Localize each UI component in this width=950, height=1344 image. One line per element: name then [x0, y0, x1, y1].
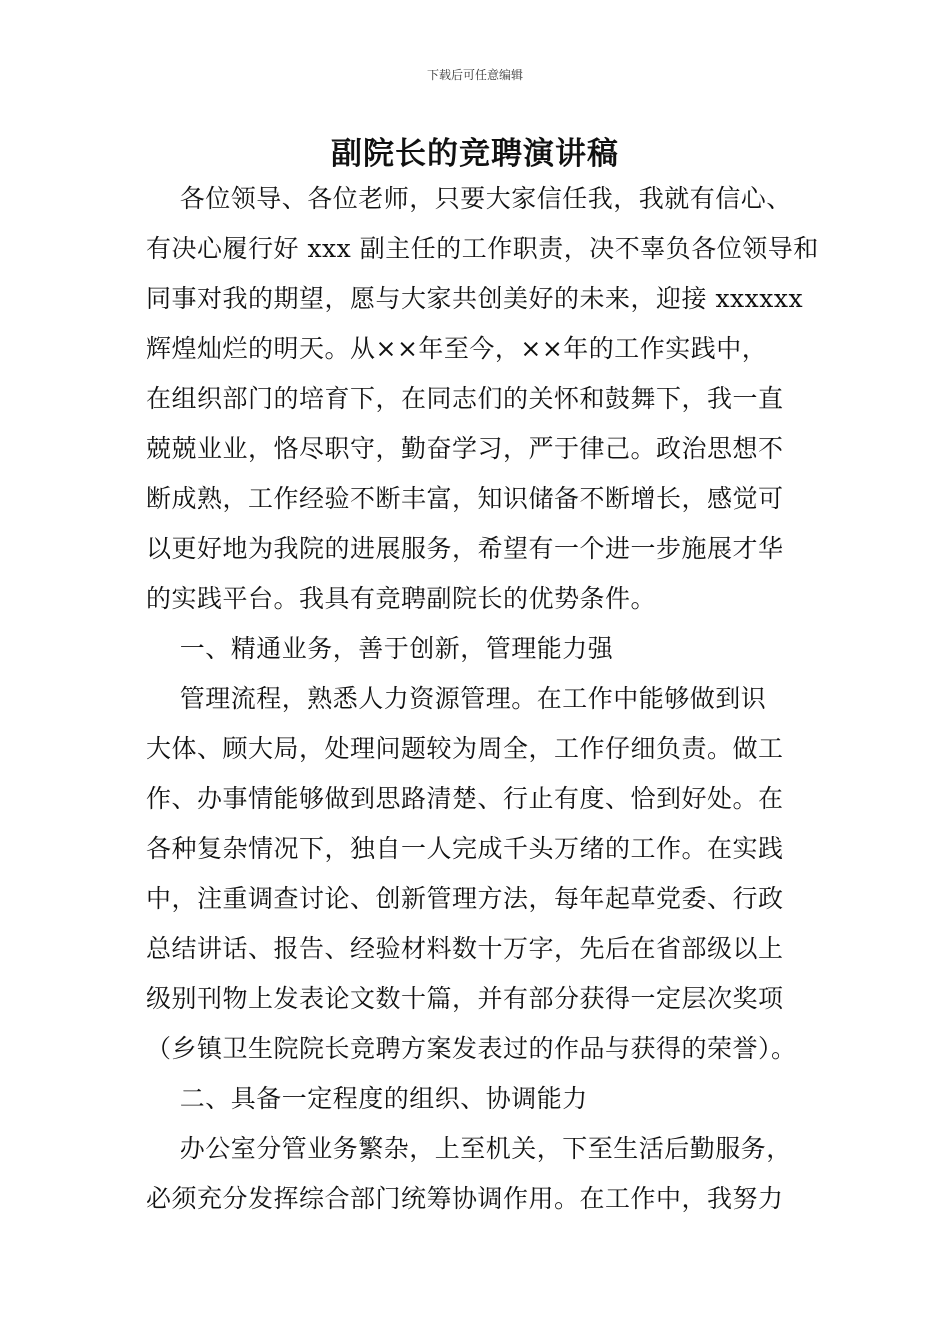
- text-line: 辉煌灿烂的明天。从××年至今，××年的工作实践中，: [146, 334, 768, 363]
- text-line: 办公室分管业务繁杂，上至机关，下至生活后勤服务，: [146, 1134, 792, 1163]
- text-line: 兢兢业业，恪尽职守，勤奋学习，严于律己。政治思想不: [146, 434, 784, 463]
- text-line: 总结讲话、报告、经验材料数十万字，先后在省部级以上: [146, 934, 784, 963]
- text-line: 管理流程，熟悉人力资源管理。在工作中能够做到识: [146, 684, 767, 713]
- text-line: 中，注重调查讨论、创新管理方法，每年起草党委、行政: [146, 884, 784, 913]
- section-heading: 二、具备一定程度的组织、协调能力: [146, 1084, 588, 1113]
- text-line: 有决心履行好 xxx 副主任的工作职责，决不辜负各位领导和: [146, 234, 819, 263]
- text-line: 作、办事情能够做到思路清楚、行止有度、恰到好处。在: [146, 784, 784, 813]
- text-line: 级别刊物上发表论文数十篇，并有部分获得一定层次奖项: [146, 984, 784, 1013]
- text-line: 在组织部门的培育下，在同志们的关怀和鼓舞下，我一直: [146, 384, 784, 413]
- document-title: 副院长的竞聘演讲稿: [331, 136, 619, 172]
- text-line: 以更好地为我院的进展服务，希望有一个进一步施展才华: [146, 534, 784, 563]
- section-heading: 一、精通业务，善于创新，管理能力强: [146, 634, 614, 663]
- text-line: 断成熟，工作经验不断丰富，知识储备不断增长，感觉可: [146, 484, 784, 513]
- text-line: 的实践平台。我具有竞聘副院长的优势条件。: [146, 584, 657, 613]
- text-line: 各位领导、各位老师，只要大家信任我，我就有信心、: [146, 184, 792, 213]
- body-text: [146, 174, 818, 1224]
- text-line: 同事对我的期望，愿与大家共创美好的未来，迎接 xxxxxx: [146, 284, 804, 313]
- text-line: 各种复杂情况下，独自一人完成千头万绪的工作。在实践: [146, 834, 784, 863]
- text-line: 必须充分发挥综合部门统筹协调作用。在工作中，我努力: [146, 1184, 784, 1213]
- header-note: 下载后可任意编辑: [426, 68, 523, 82]
- text-line: （乡镇卫生院院长竞聘方案发表过的作品与获得的荣誉）。: [146, 1034, 797, 1063]
- text-line: 大体、顾大局，处理问题较为周全，工作仔细负责。做工: [146, 734, 784, 763]
